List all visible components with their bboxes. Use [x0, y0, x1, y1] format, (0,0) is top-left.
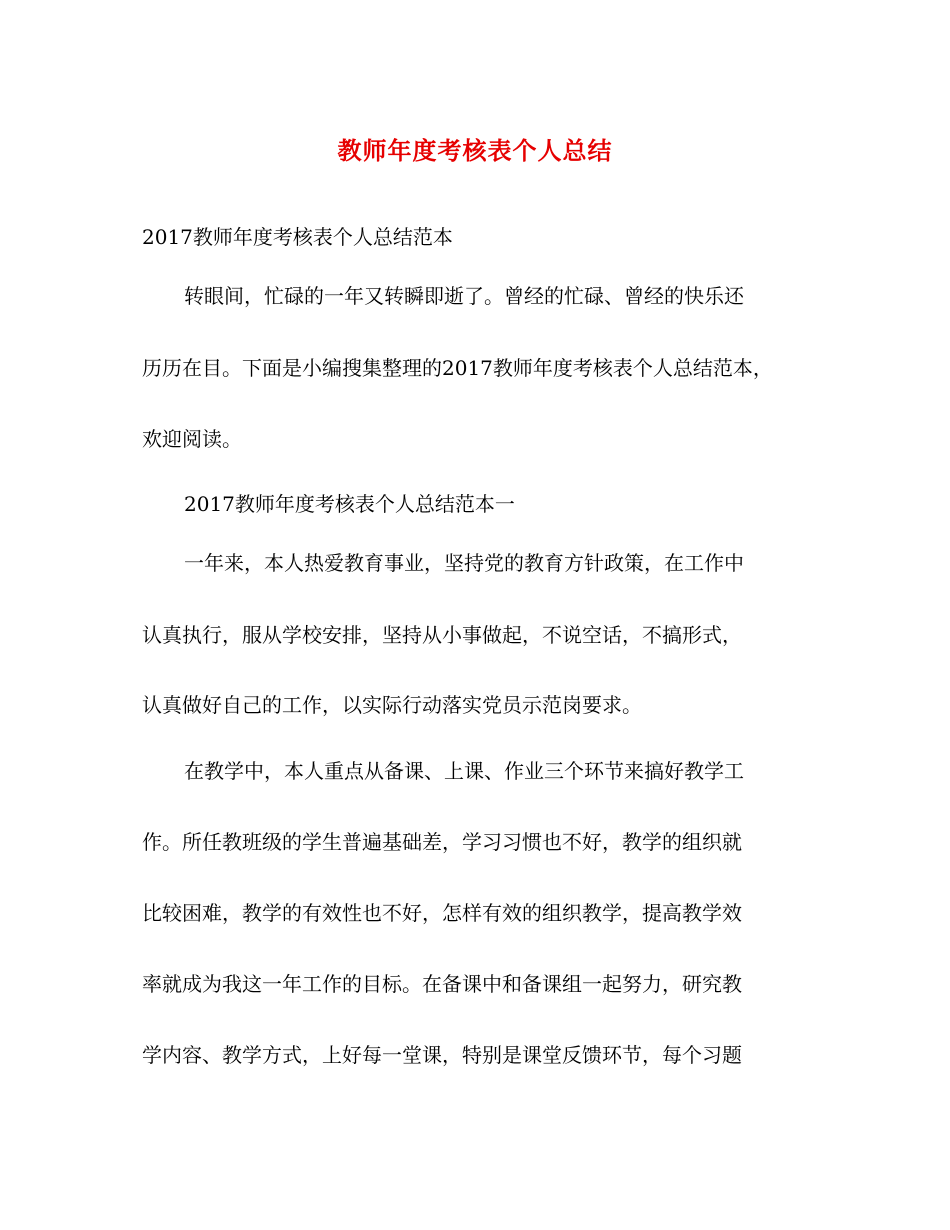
- section-heading-line: 2017教师年度考核表个人总结范本一: [184, 492, 515, 516]
- document-title: 教师年度考核表个人总结: [337, 136, 613, 165]
- paragraph-line: 历历在目。下面是小编搜集整理的2017教师年度考核表个人总结范本，: [142, 356, 773, 380]
- paragraph-line: 认真做好自己的工作，以实际行动落实党员示范岗要求。: [142, 693, 642, 717]
- paragraph-line: 一年来，本人热爱教育事业，坚持党的教育方针政策，在工作中: [184, 551, 744, 575]
- paragraph-line: 在教学中，本人重点从备课、上课、作业三个环节来搞好教学工: [184, 759, 744, 783]
- paragraph-line: 欢迎阅读。: [142, 427, 242, 451]
- paragraph-line: 转眼间，忙碌的一年又转瞬即逝了。曾经的忙碌、曾经的快乐还: [184, 284, 744, 308]
- paragraph-line: 率就成为我这一年工作的目标。在备课中和备课组一起努力，研究教: [142, 972, 742, 996]
- subtitle-line: 2017教师年度考核表个人总结范本: [142, 225, 453, 249]
- paragraph-line: 学内容、教学方式，上好每一堂课，特别是课堂反馈环节，每个习题: [142, 1043, 742, 1067]
- paragraph-line: 比较困难，教学的有效性也不好，怎样有效的组织教学，提高教学效: [142, 901, 742, 925]
- paragraph-line: 作。所任教班级的学生普遍基础差，学习习惯也不好，教学的组织就: [142, 830, 742, 854]
- paragraph-line: 认真执行，服从学校安排，坚持从小事做起，不说空话，不搞形式，: [142, 623, 742, 647]
